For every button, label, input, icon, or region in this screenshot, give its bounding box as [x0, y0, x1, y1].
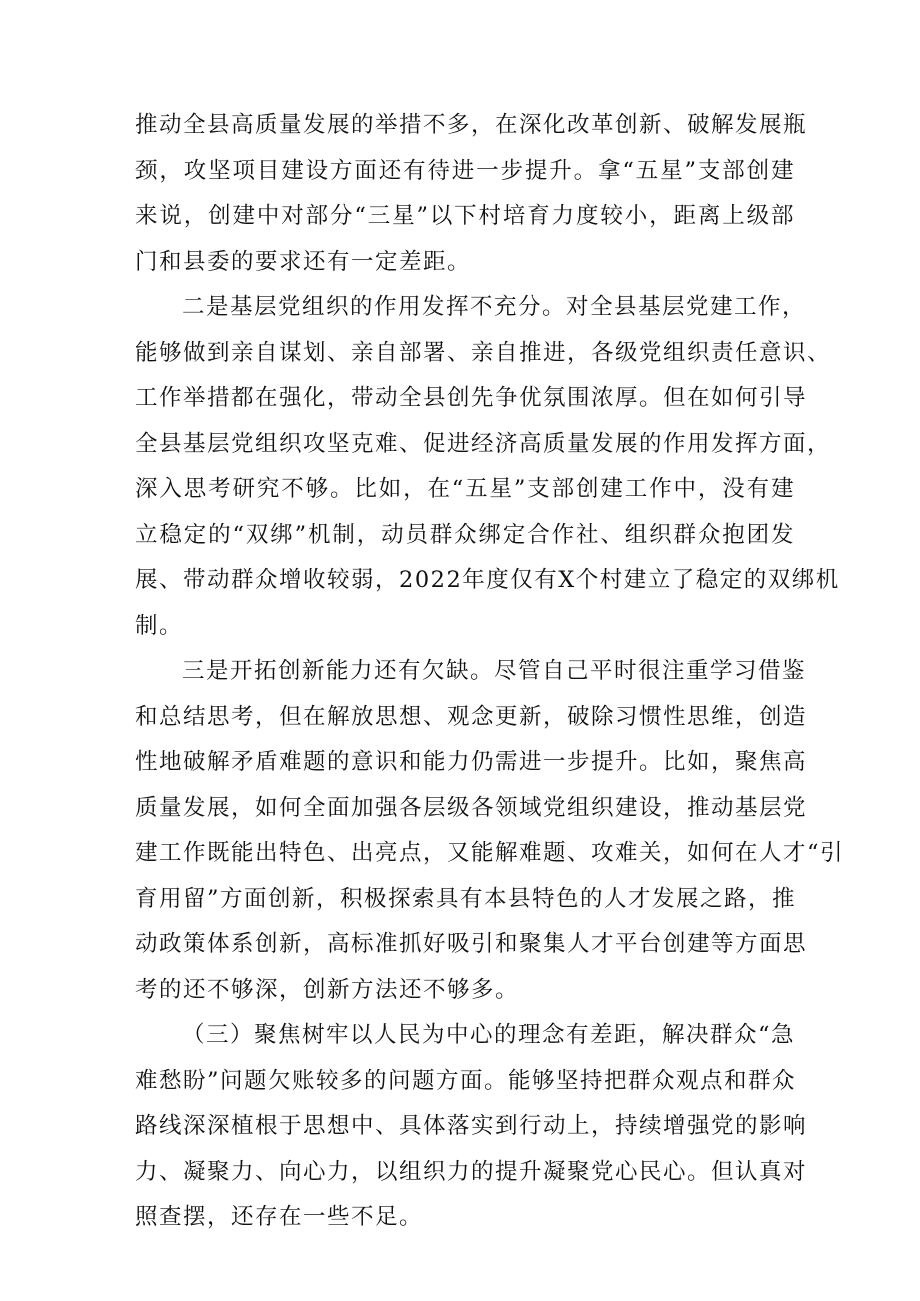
text-line: 全县基层党组织攻坚克难、促进经济高质量发展的作用发挥方面，: [135, 430, 832, 457]
text-line: 能够做到亲自谋划、亲自部署、亲自推进，各级党组织责任意识、: [135, 339, 832, 366]
paragraph: [135, 1013, 808, 1241]
text-line: 来说，创建中对部分“三星”以下村培育力度较小，距离上级部: [135, 203, 795, 229]
text-line: 二是基层党组织的作用发挥不充分。对全县基层党建工作，: [182, 294, 807, 320]
text-line: 颈，攻坚项目建设方面还有待进一步提升。拿“五星”支部创建: [135, 157, 795, 184]
text-line: 立稳定的“双绑”机制，动员群众绑定合作社、组织群众抱团发: [135, 521, 795, 548]
text-line: 质量发展，如何全面加强各层级各领域党组织建设，推动基层党: [135, 794, 808, 821]
text-line: 力、凝聚力、向心力，以组织力的提升凝聚党心民心。但认真对: [135, 1158, 808, 1185]
text-line: 动政策体系创新，高标准抓好吸引和聚集人才平台创建等方面思: [135, 931, 808, 957]
text-line: 推动全县高质量发展的举措不多，在深化改革创新、破解发展瓶: [135, 112, 808, 138]
text-line: 难愁盼”问题欠账较多的问题方面。能够坚持把群众观点和群众: [135, 1067, 797, 1094]
text-line: （三）聚焦树牢以人民为中心的理念有差距，解决群众“急: [182, 1022, 796, 1048]
text-line: 深入思考研究不够。比如，在“五星”支部创建工作中，没有建: [135, 476, 795, 502]
text-line: 制。: [135, 612, 184, 639]
text-line: 工作举措都在强化，带动全县创先争优氛围浓厚。但在如何引导: [135, 385, 808, 411]
document-body: [135, 103, 845, 1241]
text-line: 考的还不够深，创新方法还不够多。: [135, 976, 520, 1003]
text-line: 展、带动群众增收较弱，2022年度仅有X个村建立了稳定的双绑机: [135, 567, 840, 593]
text-line: 照查摆，还存在一些不足。: [135, 1204, 424, 1230]
text-line: 和总结思考，但在解放思想、观念更新，破除习惯性思维，创造: [135, 703, 808, 730]
text-line: 育用留”方面创新，积极探索具有本县特色的人才发展之路，推: [135, 885, 797, 912]
text-line: 性地破解矛盾难题的意识和能力仍需进一步提升。比如，聚焦高: [135, 749, 808, 775]
text-line: 三是开拓创新能力还有欠缺。尽管自己平时很注重学习借鉴: [182, 658, 807, 684]
paragraph: [135, 103, 808, 285]
paragraph: [135, 649, 845, 1013]
paragraph: [135, 285, 840, 649]
text-line: 门和县委的要求还有一定差距。: [135, 248, 472, 275]
text-line: 建工作既能出特色、出亮点，又能解难题、攻难关，如何在人才“引: [135, 840, 845, 866]
text-line: 路线深深植根于思想中、具体落实到行动上，持续增强党的影响: [135, 1113, 808, 1139]
